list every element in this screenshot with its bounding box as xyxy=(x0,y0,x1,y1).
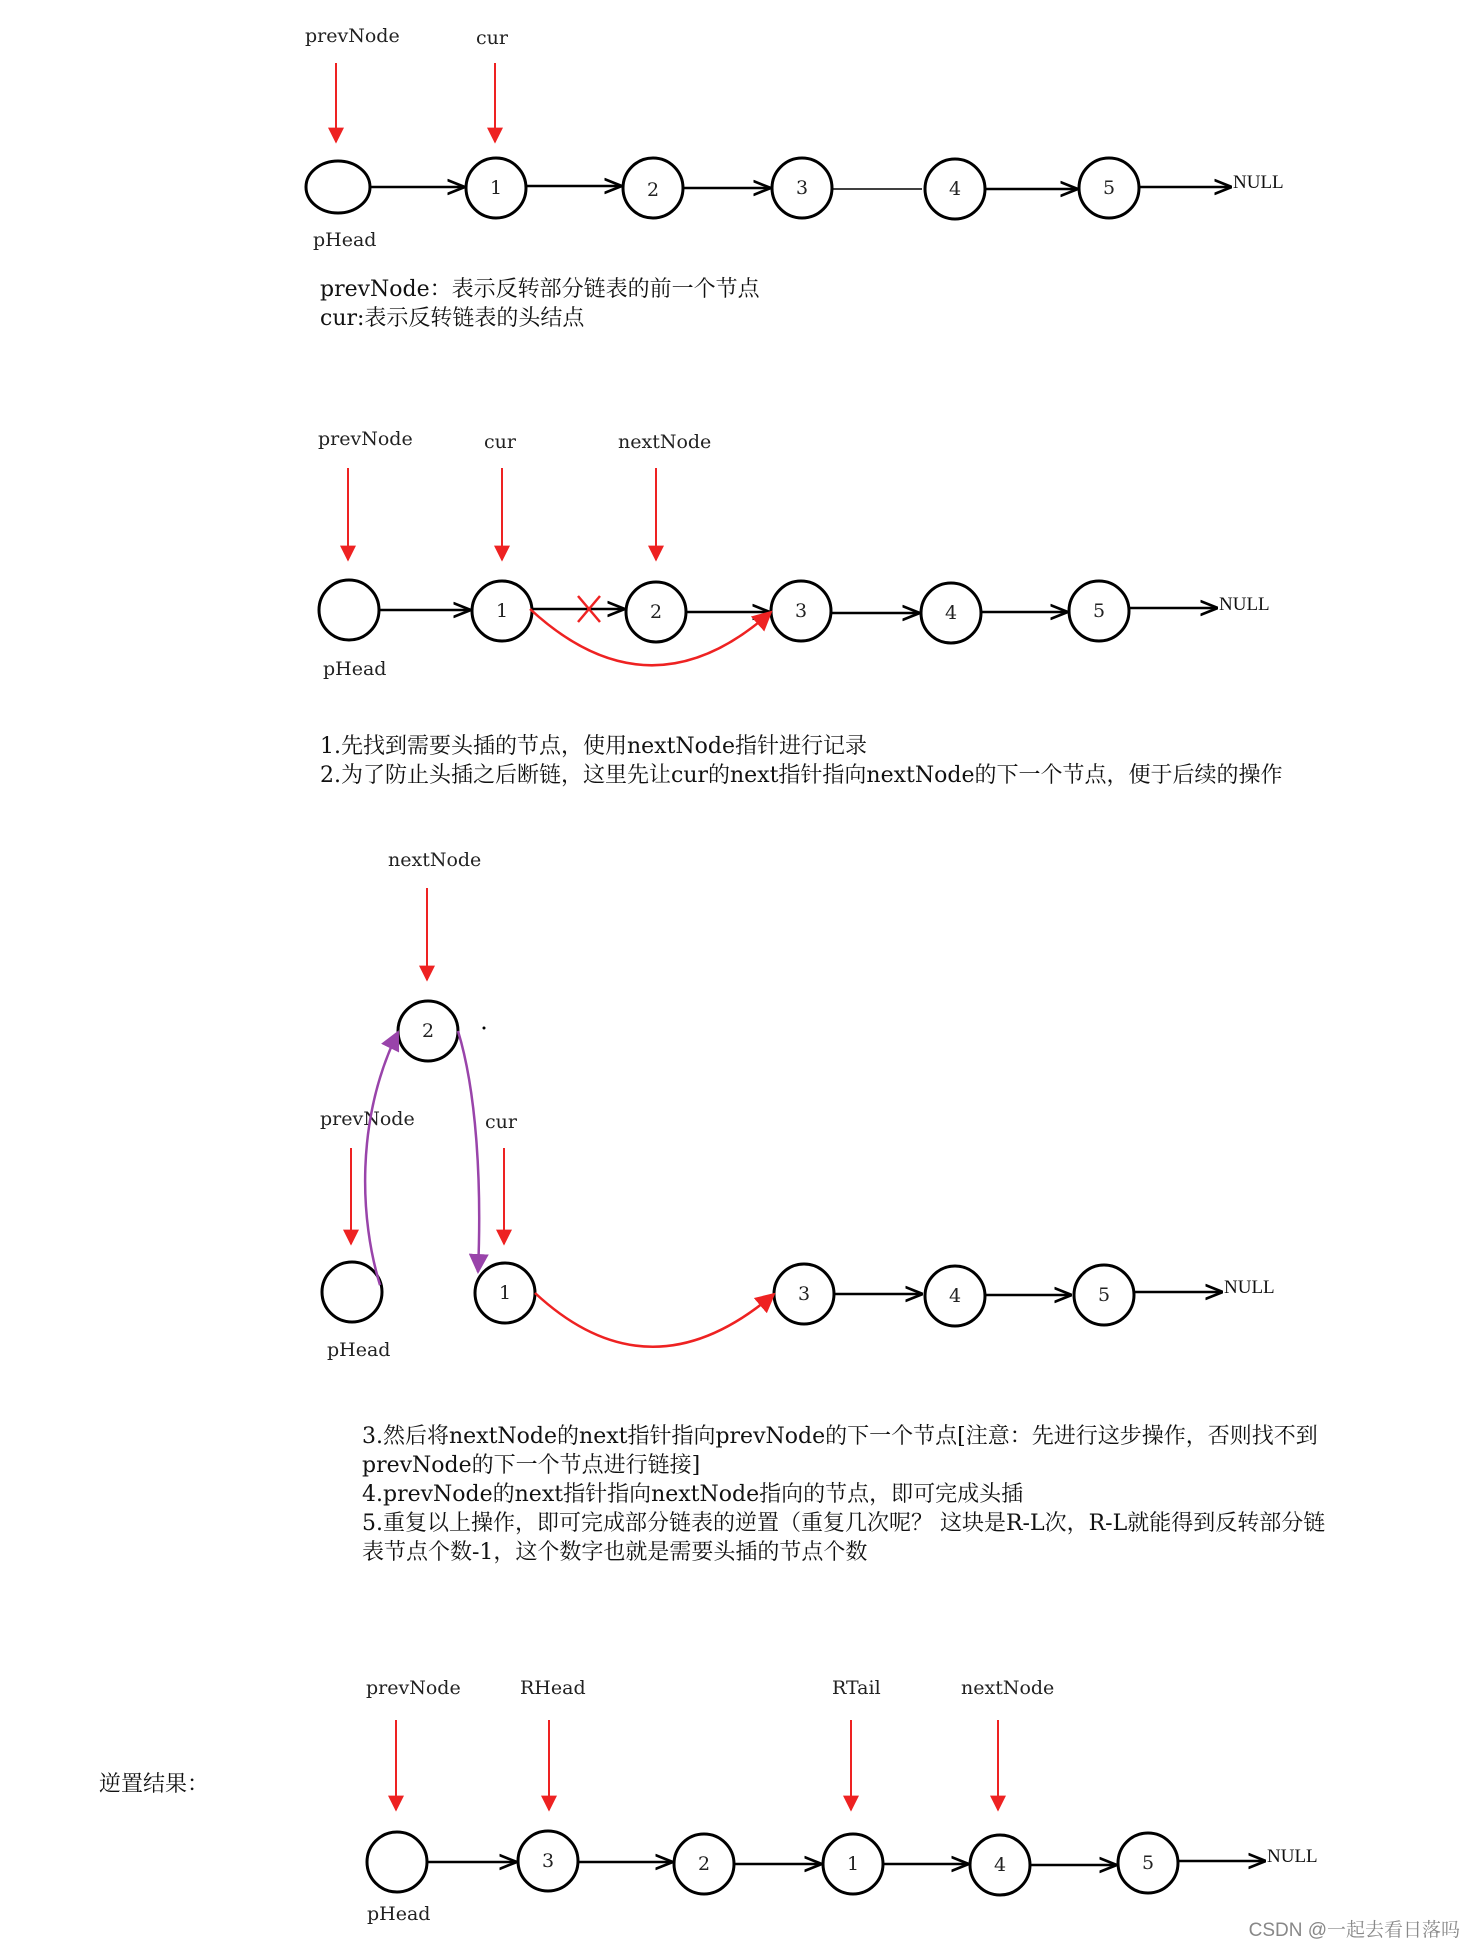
description-line: 1.先找到需要头插的节点，使用nextNode指针进行记录 xyxy=(320,734,868,759)
node-5-value: 5 xyxy=(1092,600,1106,622)
label-phead: pHead xyxy=(327,1339,391,1361)
description-line: prevNode：表示反转部分链表的前一个节点 xyxy=(320,277,760,302)
node-phead xyxy=(306,161,370,213)
label-rhead: RHead xyxy=(520,1677,586,1699)
node-3-value: 3 xyxy=(794,600,808,622)
node-4-value: 4 xyxy=(948,1285,962,1307)
curved-arrow-cur-to-3 xyxy=(535,1293,774,1347)
node-4-value: 4 xyxy=(993,1854,1007,1876)
node-phead xyxy=(367,1832,427,1892)
label-nextnode: nextNode xyxy=(961,1677,1055,1699)
diagram-1 xyxy=(305,25,1284,331)
node-1-value: 1 xyxy=(846,1853,860,1875)
purple-arrow-2-to-1 xyxy=(458,1031,479,1272)
null-label: NULL xyxy=(1224,1277,1275,1298)
label-cur: cur xyxy=(484,431,516,453)
null-label: NULL xyxy=(1233,172,1284,193)
label-prevnode: prevNode xyxy=(366,1677,461,1699)
description-line: 5.重复以上操作，即可完成部分链表的逆置（重复几次呢？ 这块是R-L次，R-L就能得到反转部分链 xyxy=(362,1511,1326,1536)
diagram-4 xyxy=(99,1677,1318,1925)
node-1-value: 1 xyxy=(498,1282,512,1304)
label-prevnode: prevNode xyxy=(318,428,413,450)
label-rtail: RTail xyxy=(832,1677,881,1699)
node-2-value: 2 xyxy=(646,179,660,201)
node-2-value: 2 xyxy=(421,1020,435,1042)
node-1-value: 1 xyxy=(489,177,503,199)
node-3-value: 3 xyxy=(541,1850,555,1872)
label-cur: cur xyxy=(485,1111,517,1133)
description-line: prevNode的下一个节点进行链接] xyxy=(362,1453,701,1478)
node-2-value: 2 xyxy=(697,1853,711,1875)
label-nextnode: nextNode xyxy=(388,849,482,871)
null-label: NULL xyxy=(1219,594,1270,615)
description-line: 2.为了防止头插之后断链，这里先让cur的next指针指向nextNode的下一个节点，便于后续的操作 xyxy=(320,763,1283,788)
stray-dot xyxy=(483,1027,486,1030)
node-phead xyxy=(319,580,379,640)
node-phead xyxy=(322,1262,382,1322)
diagram-2 xyxy=(318,428,1282,788)
purple-arrow-prev-to-2 xyxy=(365,1032,398,1285)
label-phead: pHead xyxy=(313,229,377,251)
description-line: 表节点个数-1，这个数字也就是需要头插的节点个数 xyxy=(362,1540,868,1565)
node-1-value: 1 xyxy=(495,600,509,622)
description-line: cur:表示反转链表的头结点 xyxy=(320,306,585,331)
label-nextnode: nextNode xyxy=(618,431,712,453)
description-line: 3.然后将nextNode的next指针指向prevNode的下一个节点[注意：先进行这步操作，否则找不到 xyxy=(362,1424,1318,1449)
null-label: NULL xyxy=(1267,1846,1318,1867)
node-3-value: 3 xyxy=(795,177,809,199)
node-4-value: 4 xyxy=(948,178,962,200)
label-cur: cur xyxy=(476,27,508,49)
label-prevnode: prevNode xyxy=(320,1108,415,1130)
result-title: 逆置结果： xyxy=(99,1772,210,1797)
description-line: 4.prevNode的next指针指向nextNode指向的节点，即可完成头插 xyxy=(362,1482,1024,1507)
node-5-value: 5 xyxy=(1102,177,1116,199)
node-5-value: 5 xyxy=(1141,1852,1155,1874)
node-3-value: 3 xyxy=(797,1283,811,1305)
diagram-3 xyxy=(320,849,1325,1565)
label-phead: pHead xyxy=(367,1903,431,1925)
node-4-value: 4 xyxy=(944,602,958,624)
watermark: CSDN @一起去看日落吗 xyxy=(1248,1920,1460,1941)
node-2-value: 2 xyxy=(649,601,663,623)
label-prevnode: prevNode xyxy=(305,25,400,47)
label-phead: pHead xyxy=(323,658,387,680)
node-5-value: 5 xyxy=(1097,1284,1111,1306)
